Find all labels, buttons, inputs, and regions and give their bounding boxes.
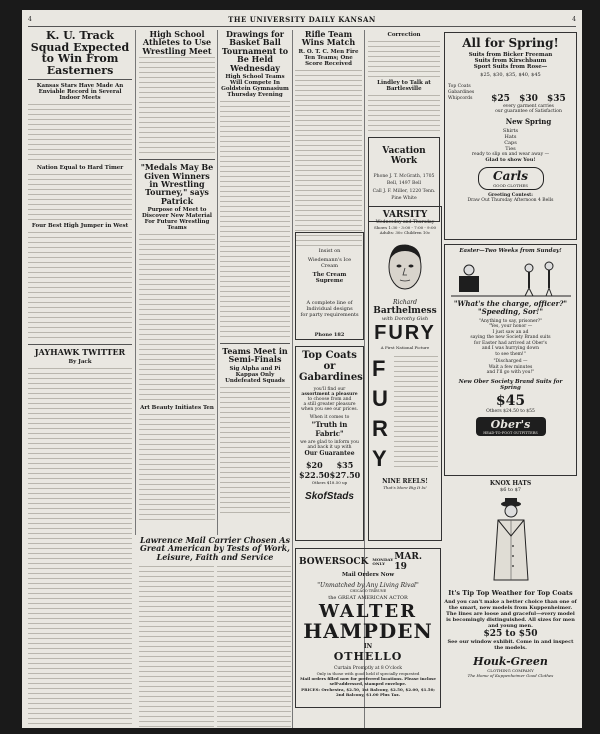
- topcoat-price: $25 to $50: [483, 629, 538, 639]
- ad-line: for party requirements: [300, 312, 359, 318]
- masthead: [28, 12, 576, 27]
- ad-line: Greeting Contest:: [488, 193, 533, 198]
- actor-first-name: WALTER: [318, 601, 418, 622]
- ad-line: ready to slip on and wear away —: [471, 152, 550, 157]
- varsity-times: Shows 1:30 - 3:00 - 7:00 - 9:00: [373, 225, 437, 230]
- column-2: [139, 30, 215, 524]
- knox-title: KNOX HATS: [489, 480, 532, 487]
- coat-types: [448, 84, 484, 126]
- topcoat-cta: See our window exhibit. Come in and inspect the models.: [447, 639, 574, 651]
- jayhawk-twitter-title: JAYHAWK TWITTER: [34, 347, 126, 358]
- ad-line: Others $18.50 up: [311, 480, 348, 485]
- vacation-line: Call J. F. Miller, 1220 Tenn.: [372, 188, 436, 194]
- store-tagline: GOOD CLOTHES: [492, 183, 529, 188]
- play-title: OTHELLO: [333, 650, 403, 663]
- wiedemann-ad: [295, 232, 364, 340]
- medals-deck: Purpose of Meet to Discover New Material For Future Wrestling Teams: [142, 207, 212, 232]
- easter-quote: "What's the charge, officer?" "Speeding, Sor!": [453, 299, 568, 316]
- track-headline: K. U. Track Squad Expected to Win From Easterners: [30, 29, 130, 77]
- price-range: $25, $30, $35, $40, $45: [480, 72, 541, 78]
- track-subhead-2: Four Best High Jumper in West: [31, 223, 129, 230]
- art-beauty-subhead: Art Beauty Initiates Ten: [140, 405, 214, 412]
- vacation-line: Bell, 1497 Bell: [386, 181, 422, 187]
- topcoats-slogan: "Truth in Fabric": [311, 420, 348, 438]
- jayhawk-byline: By Jack: [68, 358, 92, 365]
- column-rule: [135, 30, 136, 535]
- page-number-left: 4: [28, 15, 32, 23]
- ad-line: Others $24.50 to $55: [486, 408, 535, 414]
- bowersock-ad: [295, 548, 441, 708]
- correction-title: Correction: [387, 32, 421, 38]
- accessory: Ties: [505, 146, 516, 152]
- show-date: MAR. 19: [394, 552, 422, 572]
- ad-phone: Phone 182: [314, 332, 345, 338]
- ad-line: Insist on: [318, 248, 341, 254]
- mail-carrier-article: [139, 536, 291, 728]
- store-logo: Carls: [493, 169, 528, 183]
- column-5: [368, 30, 440, 222]
- coat-type: Whipcords: [448, 96, 473, 101]
- ad-line: A complete line of: [306, 300, 353, 306]
- track-deck: Kansas Stars Have Made An Enviable Record in Several Indoor Meets: [36, 83, 124, 102]
- ad-line: our guarantee of Satisfaction: [495, 109, 562, 114]
- price: $27.50: [329, 470, 361, 480]
- man-in-topcoat-illustration: [476, 496, 546, 586]
- ad-line: Curtain Promptly at 8 O'clock: [333, 666, 403, 671]
- houk-green-ad: [444, 480, 577, 724]
- vacation-title: Vacation Work: [382, 146, 426, 166]
- varsity-dates: Wednesday and Thursday: [375, 220, 435, 225]
- store-tagline: HEAD-TO-FOOT OUTFITTERS: [483, 430, 538, 435]
- topcoat-body: And you can't make a better choice than one of the smart, new models from Kuppenheimer. The lines are loose and graceful—every model is becomingly distinguished. All sizes for men and young men.: [444, 599, 577, 629]
- ad-line: when you see our prices.: [301, 407, 358, 412]
- store-logo: Ober's: [490, 417, 531, 431]
- column-4: [295, 30, 362, 250]
- varsity-prices: Adults: 30c Children 10c: [379, 230, 431, 235]
- rifle-headline: Rifle Team Wins Match: [301, 29, 356, 48]
- ad-line: you'll find our: [313, 387, 346, 392]
- allspring-ad: [444, 32, 577, 240]
- store-logo: Houk-Green: [473, 655, 548, 668]
- ad-line: and back it up with: [307, 445, 352, 450]
- coat-type: Top Coats: [448, 84, 471, 89]
- price: $35: [336, 460, 354, 470]
- fury-vertical-letters: [372, 354, 394, 474]
- ad-line: "Discharged — Wait a few minutes and I'll go with you!": [486, 359, 535, 375]
- theater-name: BOWERSOCK: [299, 557, 369, 567]
- price: $25: [491, 94, 510, 104]
- accessory: Caps: [504, 140, 517, 146]
- basketball-deck: High School Teams Will Compete In Goldstein Gymnasium Thursday Evening: [221, 73, 289, 98]
- star-first-name: Richard: [393, 299, 417, 306]
- ticket-prices: PRICES: Orchestra, $2.50, 1st Balcony, $2.50, $2.00, $1.50; 2nd Balcony, $1.00 Plus Tax.: [301, 687, 435, 697]
- ad-line: When it comes to: [309, 415, 350, 420]
- rifle-deck: R. O. T. C. Men Fire Ten Teams; One Score Received: [298, 48, 359, 67]
- ad-line: Suits from Bicker Freeman: [468, 52, 553, 58]
- vacation-line: Phone J. T. McGrath, 1705: [373, 174, 435, 179]
- mail-carrier-headline: Lawrence Mail Carrier Chosen As Great American by Tests of Work, Leisure, Faith and Service: [140, 535, 290, 562]
- coat-prices: [484, 94, 573, 104]
- vacation-line: Pine White: [391, 195, 417, 201]
- newspaper-page: [22, 10, 582, 728]
- easter-title: Easter—Two Weeks from Sunday!: [459, 248, 562, 254]
- nine-reels-tag: That's More Big It Is!: [383, 485, 427, 490]
- ad-line: "Yes, your honor — I just saw an ad saying the new Society Brand suits for Easter had arrived at Ober's and I was hurrying down to see them!": [470, 324, 551, 357]
- store-tagline: The Home of Kuppenheimer Good Clothes: [467, 673, 554, 678]
- ad-line: Draw Out Thursday Afternoon 4 Bells: [467, 198, 554, 203]
- track-subhead-1: Nation Equal to Hard Timer: [36, 165, 124, 172]
- topcoat-headline: It's Tip Top Weather for Top Coats: [448, 589, 573, 597]
- accessory: Shirts: [502, 128, 519, 134]
- fury-letter: U: [372, 386, 388, 411]
- ad-line: to choose from and: [307, 397, 352, 402]
- fury-letter: R: [372, 416, 388, 441]
- new-spring: New Spring: [505, 117, 552, 126]
- column-1: [28, 30, 132, 728]
- lindley-title: Lindley to Talk at Bartlesville: [377, 80, 431, 92]
- film-studio: A First National Picture: [380, 345, 430, 350]
- price: $35: [547, 94, 566, 104]
- varsity-title: VARSITY: [382, 210, 428, 220]
- co-star: with Dorothy Gish: [381, 316, 429, 322]
- page-number-right: 4: [572, 15, 576, 23]
- coat-type: Gabardines: [448, 90, 475, 95]
- ad-line: The Cream Supreme: [312, 272, 347, 284]
- semifinals-deck: Sig Alpha and Pi Kappas Only Undefeated Squads: [225, 365, 285, 384]
- price: $20: [305, 460, 323, 470]
- varsity-ad: [368, 206, 442, 541]
- fury-letter: F: [372, 356, 386, 381]
- film-title: FURY: [374, 322, 436, 344]
- topcoats-ad: [295, 346, 364, 541]
- ad-line: Mail Orders Now: [341, 572, 395, 578]
- ad-line: Sport Suits from Rose—: [473, 64, 548, 70]
- show-when: MONDAY ONLY: [372, 556, 394, 566]
- topcoats-prices: [299, 460, 360, 480]
- newspaper-title: THE UNIVERSITY DAILY KANSAN: [228, 14, 376, 24]
- knox-price: $6 to $7: [500, 487, 521, 493]
- store-tagline: CLOTHING COMPANY: [487, 668, 534, 673]
- ad-line: a still greater pleasure: [303, 402, 356, 407]
- judge-illustration: [451, 256, 571, 298]
- column-rule: [217, 30, 218, 535]
- wrestling-headline: High School Athletes to Use Wrestling Meet: [142, 29, 212, 56]
- ad-source: CHICAGO TRIBUNE: [349, 589, 387, 593]
- ad-line: Mail orders filled now for preferred locations. Please inclose self-addressed, stamped envelope.: [300, 676, 436, 686]
- ad-line: every garment carries: [503, 104, 554, 109]
- ad-line: Wiedemann's Ice Cream: [307, 257, 352, 269]
- topcoats-guarantee: Our Guarantee: [304, 450, 355, 457]
- ad-line: we are glad to inform you: [300, 440, 359, 445]
- store-logo: SkofStads: [305, 491, 354, 502]
- ad-line: Only in those with good held if specially requested: [316, 671, 420, 676]
- obers-logo: [476, 417, 546, 436]
- nine-reels: NINE REELS!: [382, 478, 428, 485]
- semifinals-headline: Teams Meet in Semi-Finals: [222, 345, 288, 365]
- column-rule: [292, 30, 293, 728]
- ad-line: IN: [363, 643, 373, 650]
- ad-line: Individual designs: [306, 306, 353, 312]
- actor-portrait: [372, 239, 438, 299]
- star-last-name: Barthelmess: [373, 306, 437, 316]
- obers-ad: [444, 244, 577, 476]
- carls-logo: [478, 167, 544, 190]
- ad-line: Suits from Kirschbaum: [474, 58, 547, 64]
- accessory: Hats: [504, 134, 517, 140]
- actor-last-name: HAMPDEN: [303, 619, 433, 643]
- ad-line: assortment a pleasure: [301, 392, 358, 397]
- ad-quote: "Unmatched by Any Living Rival": [317, 582, 419, 589]
- ad-line: the GREAT AMERICAN ACTOR: [328, 595, 408, 601]
- obers-headline: New Ober Society Brand Suits for Spring: [458, 378, 563, 391]
- ad-line: "Anything to say, prisoner?": [478, 319, 543, 324]
- accessory-list: [448, 128, 573, 152]
- column-3: [220, 30, 290, 517]
- medals-headline: "Medals May Be Given Winners in Wrestling Tourney," says Patrick: [140, 162, 214, 206]
- price: $22.50: [299, 470, 330, 480]
- obers-price: $45: [495, 392, 526, 409]
- fury-letter: Y: [372, 446, 387, 471]
- allspring-title: All for Spring!: [462, 36, 559, 50]
- basketball-headline: Drawings for Basket Ball Tournament to Be Held Wednesday: [221, 29, 289, 73]
- topcoats-title: Top Coats or Gabardines: [299, 350, 363, 383]
- price: $30: [519, 94, 538, 104]
- ad-line: Glad to show You!: [485, 157, 536, 163]
